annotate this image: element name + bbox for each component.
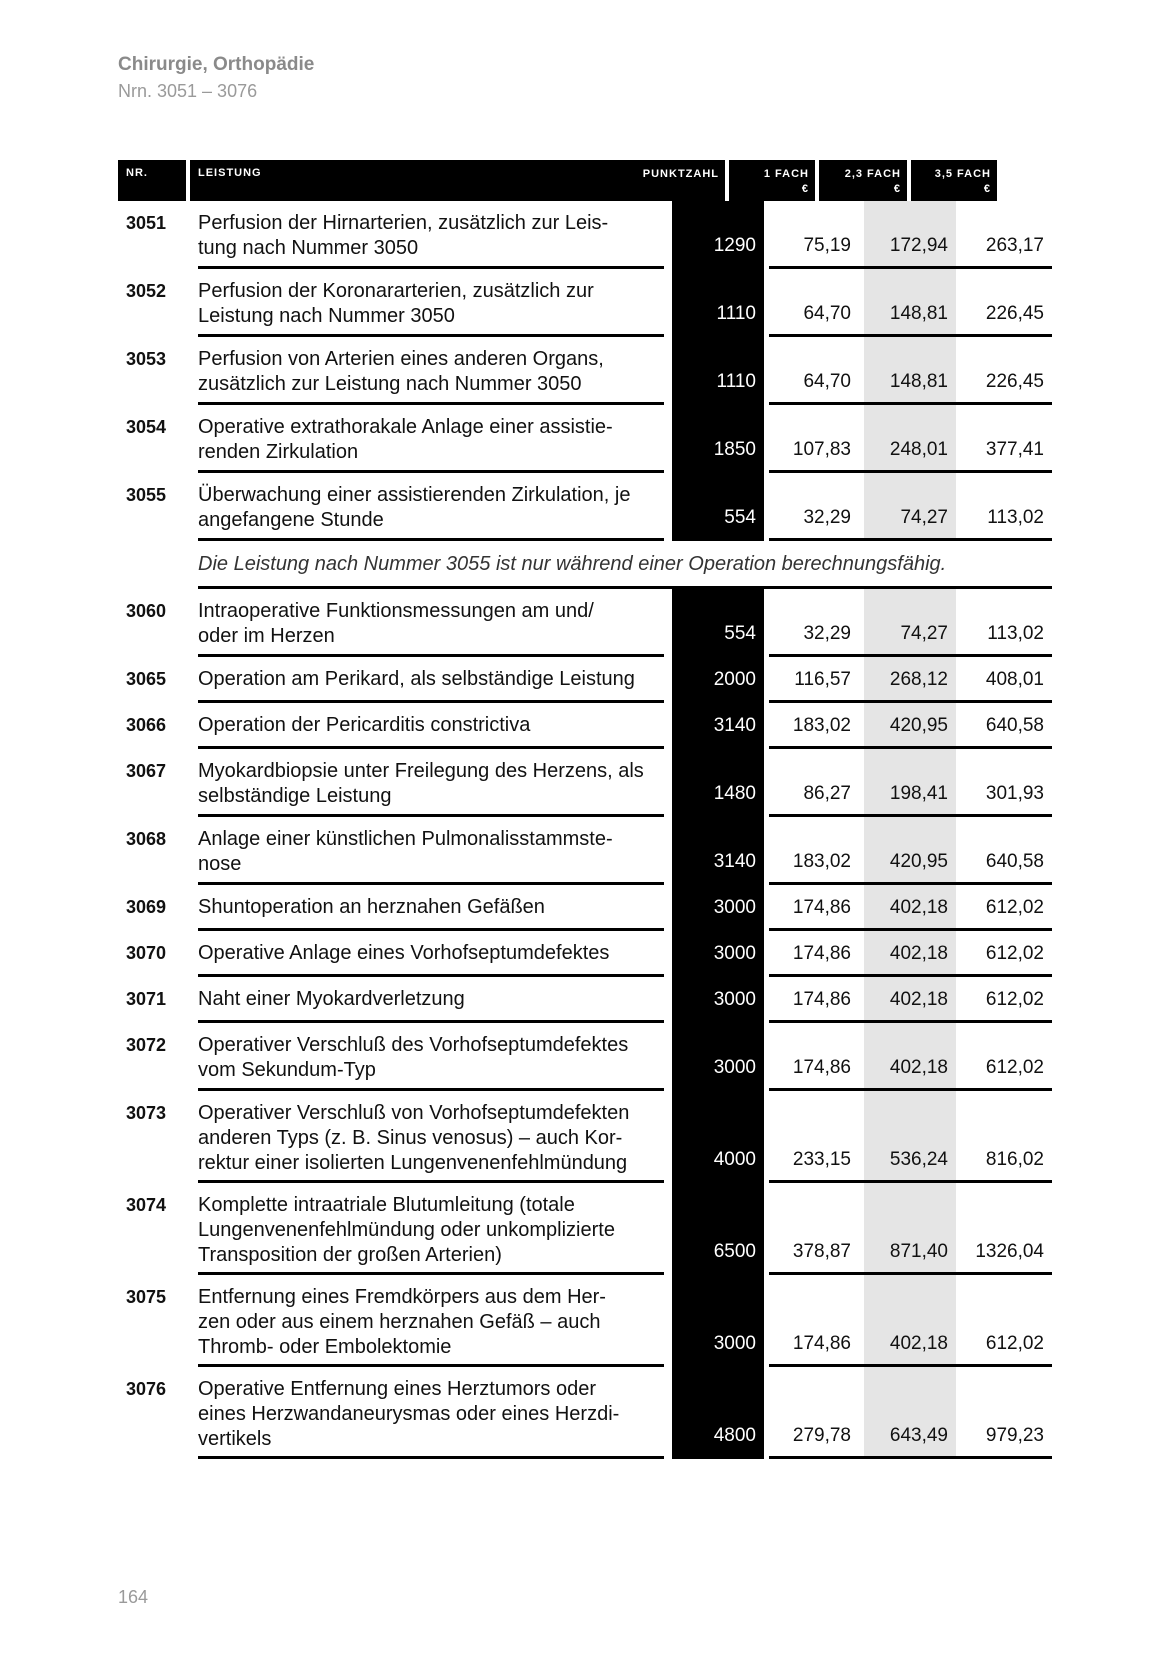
page-header xyxy=(118,52,314,104)
column-header-35fach-currency: € xyxy=(983,183,991,195)
cell-23fach xyxy=(864,1183,956,1275)
cell-23fach xyxy=(864,1367,956,1459)
cell-23fach xyxy=(864,269,956,337)
cell-23fach xyxy=(864,817,956,885)
divider-gap xyxy=(764,1456,769,1459)
cell-23fach xyxy=(864,1023,956,1091)
column-header-35fach-label: 3,5 FACH xyxy=(934,168,991,180)
table-row xyxy=(118,1023,1052,1091)
table-row xyxy=(118,817,1052,885)
description-line: Leistung nach Nummer 3050 xyxy=(198,305,455,327)
fee-23fach-value: 402,18 xyxy=(889,943,948,964)
table-row xyxy=(118,657,1052,703)
cell-1fach xyxy=(767,931,859,977)
description-line: anderen Typs (z. B. Sinus venosus) – auch Kor- xyxy=(198,1127,623,1149)
section-range: Nrn. 3051 – 3076 xyxy=(118,81,258,101)
description-line: Shuntoperation an herznahen Gefäßen xyxy=(198,896,545,918)
fee-35fach-value: 263,17 xyxy=(985,235,1044,256)
table-row xyxy=(118,269,1052,337)
description-line: Intraoperative Funktionsmessungen am und/ xyxy=(198,600,594,622)
cell-leistung xyxy=(198,1285,663,1360)
cell-nr: 3051 xyxy=(126,213,167,233)
cell-leistung xyxy=(198,941,663,966)
cell-35fach xyxy=(960,1275,1052,1367)
table-row xyxy=(118,703,1052,749)
table-body xyxy=(118,201,1052,1459)
description-line: Operative Entfernung eines Herztumors oder xyxy=(198,1378,596,1400)
cell-1fach xyxy=(767,703,859,749)
fee-35fach-value: 612,02 xyxy=(985,1057,1044,1078)
cell-35fach xyxy=(960,703,1052,749)
cell-leistung xyxy=(198,759,663,809)
fee-1fach-value: 64,70 xyxy=(803,371,851,392)
cell-nr: 3072 xyxy=(126,1035,167,1055)
cell-1fach xyxy=(767,1091,859,1183)
fee-23fach-value: 536,24 xyxy=(889,1149,948,1170)
cell-1fach xyxy=(767,977,859,1023)
cell-punktzahl xyxy=(672,1183,764,1275)
description-line: selbständige Leistung xyxy=(198,785,392,807)
fee-35fach-value: 612,02 xyxy=(985,1333,1044,1354)
fee-1fach-value: 233,15 xyxy=(792,1149,851,1170)
divider-gap xyxy=(664,1456,672,1459)
cell-punktzahl xyxy=(672,657,764,703)
fee-1fach-value: 174,86 xyxy=(792,897,851,918)
description-line: tung nach Nummer 3050 xyxy=(198,237,419,259)
cell-nr: 3071 xyxy=(126,989,167,1009)
fee-35fach-value: 640,58 xyxy=(985,715,1044,736)
column-header-1fach-label: 1 FACH xyxy=(763,168,809,180)
cell-35fach xyxy=(960,749,1052,817)
column-header-leistung: LEISTUNG xyxy=(190,160,663,201)
table-row xyxy=(118,1367,1052,1459)
cell-punktzahl xyxy=(672,885,764,931)
cell-23fach xyxy=(864,977,956,1023)
punktzahl-value: 1110 xyxy=(716,371,756,392)
description-line: eines Herzwandaneurysmas oder eines Herzdi- xyxy=(198,1403,620,1425)
cell-punktzahl xyxy=(672,1367,764,1459)
cell-23fach xyxy=(864,703,956,749)
cell-35fach xyxy=(960,473,1052,541)
note-text: Die Leistung nach Nummer 3055 ist nur während einer Operation berechnungsfähig. xyxy=(198,553,947,575)
description-line: Operativer Verschluß des Vorhofseptumdefektes xyxy=(198,1034,629,1056)
page-number: 164 xyxy=(118,1587,149,1607)
fee-23fach-value: 420,95 xyxy=(889,851,948,872)
fee-35fach-value: 816,02 xyxy=(985,1149,1044,1170)
fee-1fach-value: 75,19 xyxy=(803,235,851,256)
cell-nr: 3076 xyxy=(126,1379,167,1399)
fee-35fach-value: 377,41 xyxy=(985,439,1044,460)
punktzahl-value: 1850 xyxy=(713,439,756,460)
punktzahl-value: 6500 xyxy=(713,1241,756,1262)
fee-1fach-value: 174,86 xyxy=(792,943,851,964)
fee-1fach-value: 174,86 xyxy=(792,989,851,1010)
description-line: Transposition der großen Arterien) xyxy=(198,1244,502,1266)
cell-punktzahl xyxy=(672,977,764,1023)
cell-35fach xyxy=(960,405,1052,473)
cell-nr: 3066 xyxy=(126,715,167,735)
cell-23fach xyxy=(864,201,956,269)
fee-23fach-value: 248,01 xyxy=(889,439,948,460)
punktzahl-value: 3000 xyxy=(713,1333,756,1354)
description-line: Operativer Verschluß von Vorhofseptumdefekten xyxy=(198,1102,630,1124)
table-row xyxy=(118,473,1052,541)
table-row xyxy=(118,1091,1052,1183)
description-line: nose xyxy=(198,853,242,875)
cell-23fach xyxy=(864,589,956,657)
cell-nr: 3060 xyxy=(126,601,167,621)
fee-23fach-value: 402,18 xyxy=(889,989,948,1010)
punktzahl-value: 1480 xyxy=(713,783,756,804)
column-header-23fach-label: 2,3 FACH xyxy=(844,168,901,180)
fee-35fach-value: 113,02 xyxy=(987,507,1044,528)
description-line: Komplette intraatriale Blutumleitung (totale xyxy=(198,1194,575,1216)
fee-23fach-value: 74,27 xyxy=(900,623,948,644)
fee-35fach-value: 408,01 xyxy=(985,669,1044,690)
cell-nr: 3052 xyxy=(126,281,167,301)
cell-35fach xyxy=(960,201,1052,269)
cell-leistung xyxy=(198,667,663,692)
table-note xyxy=(118,541,1052,589)
cell-punktzahl xyxy=(672,703,764,749)
fee-23fach-value: 420,95 xyxy=(889,715,948,736)
cell-nr: 3065 xyxy=(126,669,167,689)
cell-leistung xyxy=(198,483,663,533)
cell-35fach xyxy=(960,1023,1052,1091)
column-header-35fach xyxy=(911,160,997,201)
cell-1fach xyxy=(767,269,859,337)
fee-35fach-value: 612,02 xyxy=(985,897,1044,918)
cell-1fach xyxy=(767,473,859,541)
column-header-23fach xyxy=(819,160,907,201)
fee-23fach-value: 871,40 xyxy=(889,1241,948,1262)
fee-35fach-value: 226,45 xyxy=(985,371,1044,392)
description-line: zen oder aus einem herznahen Gefäß – auch xyxy=(198,1311,601,1333)
fee-35fach-value: 979,23 xyxy=(985,1425,1044,1446)
table-row xyxy=(118,1275,1052,1367)
cell-1fach xyxy=(767,405,859,473)
table-row xyxy=(118,201,1052,269)
cell-35fach xyxy=(960,885,1052,931)
cell-23fach xyxy=(864,885,956,931)
cell-leistung xyxy=(198,987,663,1012)
cell-leistung xyxy=(198,347,663,397)
fee-35fach-value: 1326,04 xyxy=(975,1241,1044,1262)
cell-leistung xyxy=(198,713,663,738)
fee-23fach-value: 643,49 xyxy=(889,1425,948,1446)
punktzahl-value: 4800 xyxy=(713,1425,756,1446)
punktzahl-value: 4000 xyxy=(713,1149,756,1170)
cell-nr: 3070 xyxy=(126,943,167,963)
cell-1fach xyxy=(767,749,859,817)
cell-35fach xyxy=(960,589,1052,657)
cell-35fach xyxy=(960,1367,1052,1459)
cell-1fach xyxy=(767,589,859,657)
table-header xyxy=(118,160,1052,201)
cell-punktzahl xyxy=(672,201,764,269)
fee-35fach-value: 640,58 xyxy=(985,851,1044,872)
punktzahl-value: 1290 xyxy=(713,235,756,256)
cell-nr: 3055 xyxy=(126,485,167,505)
section-title: Chirurgie, Orthopädie xyxy=(118,54,315,75)
description-line: Naht einer Myokardverletzung xyxy=(198,988,465,1010)
cell-leistung xyxy=(198,415,663,465)
cell-1fach xyxy=(767,657,859,703)
punktzahl-value: 554 xyxy=(724,507,756,528)
cell-nr: 3053 xyxy=(126,349,167,369)
cell-nr: 3068 xyxy=(126,829,167,849)
cell-1fach xyxy=(767,1023,859,1091)
cell-leistung xyxy=(198,1101,663,1176)
punktzahl-value: 1110 xyxy=(716,303,756,324)
cell-nr: 3067 xyxy=(126,761,167,781)
description-line: Operation am Perikard, als selbständige Leistung xyxy=(198,668,635,690)
cell-35fach xyxy=(960,269,1052,337)
cell-leistung xyxy=(198,1377,663,1452)
punktzahl-value: 3140 xyxy=(713,715,756,736)
cell-23fach xyxy=(864,337,956,405)
fee-1fach-value: 279,78 xyxy=(792,1425,851,1446)
punktzahl-value: 3140 xyxy=(713,851,756,872)
cell-punktzahl xyxy=(672,931,764,977)
description-line: Operative Anlage eines Vorhofseptumdefektes xyxy=(198,942,610,964)
description-line: Überwachung einer assistierenden Zirkulation, je xyxy=(198,484,631,506)
cell-23fach xyxy=(864,657,956,703)
fee-23fach-value: 402,18 xyxy=(889,897,948,918)
cell-leistung xyxy=(198,211,663,261)
description-line: Perfusion der Koronararterien, zusätzlich zur xyxy=(198,280,594,302)
fee-35fach-value: 113,02 xyxy=(987,623,1044,644)
cell-1fach xyxy=(767,337,859,405)
cell-leistung xyxy=(198,1033,663,1083)
fee-23fach-value: 74,27 xyxy=(900,507,948,528)
cell-35fach xyxy=(960,1091,1052,1183)
description-line: Anlage einer künstlichen Pulmonalisstammste- xyxy=(198,828,613,850)
punktzahl-value: 3000 xyxy=(713,1057,756,1078)
fee-table xyxy=(118,160,1052,1459)
fee-1fach-value: 183,02 xyxy=(792,715,851,736)
punktzahl-value: 2000 xyxy=(713,669,756,690)
cell-leistung xyxy=(198,827,663,877)
cell-1fach xyxy=(767,1275,859,1367)
fee-1fach-value: 174,86 xyxy=(792,1057,851,1078)
cell-35fach xyxy=(960,337,1052,405)
description-line: oder im Herzen xyxy=(198,625,335,647)
description-line: Thromb- oder Embolektomie xyxy=(198,1336,452,1358)
fee-35fach-value: 301,93 xyxy=(985,783,1044,804)
description-line: vom Sekundum-Typ xyxy=(198,1059,376,1081)
fee-23fach-value: 402,18 xyxy=(889,1057,948,1078)
cell-23fach xyxy=(864,931,956,977)
fee-1fach-value: 86,27 xyxy=(803,783,851,804)
cell-35fach xyxy=(960,1183,1052,1275)
cell-1fach xyxy=(767,885,859,931)
row-divider xyxy=(198,1456,1052,1459)
cell-punktzahl xyxy=(672,817,764,885)
fee-23fach-value: 172,94 xyxy=(889,235,948,256)
description-line: Perfusion der Hirnarterien, zusätzlich zur Leis- xyxy=(198,212,609,234)
cell-1fach xyxy=(767,201,859,269)
description-line: rektur einer isolierten Lungenvenenfehlmündung xyxy=(198,1152,628,1174)
description-line: Perfusion von Arterien eines anderen Organs, xyxy=(198,348,604,370)
cell-1fach xyxy=(767,1183,859,1275)
column-header-nr: NR. xyxy=(118,160,186,201)
cell-23fach xyxy=(864,1091,956,1183)
fee-1fach-value: 64,70 xyxy=(803,303,851,324)
fee-1fach-value: 32,29 xyxy=(803,507,851,528)
cell-1fach xyxy=(767,817,859,885)
description-line: angefangene Stunde xyxy=(198,509,384,531)
table-row xyxy=(118,405,1052,473)
column-header-punktzahl: PUNKTZAHL xyxy=(637,160,725,201)
cell-nr: 3069 xyxy=(126,897,167,917)
cell-35fach xyxy=(960,657,1052,703)
description-line: Entfernung eines Fremdkörpers aus dem Her- xyxy=(198,1286,606,1308)
table-row xyxy=(118,337,1052,405)
fee-23fach-value: 198,41 xyxy=(889,783,948,804)
cell-23fach xyxy=(864,405,956,473)
fee-23fach-value: 148,81 xyxy=(889,371,948,392)
cell-punktzahl xyxy=(672,1091,764,1183)
table-row xyxy=(118,589,1052,657)
description-line: vertikels xyxy=(198,1428,272,1450)
column-header-23fach-currency: € xyxy=(893,183,901,195)
cell-nr: 3073 xyxy=(126,1103,167,1123)
description-line: Lungenvenenfehlmündung oder unkomplizierte xyxy=(198,1219,615,1241)
cell-35fach xyxy=(960,817,1052,885)
table-row xyxy=(118,977,1052,1023)
punktzahl-value: 3000 xyxy=(713,897,756,918)
cell-punktzahl xyxy=(672,269,764,337)
cell-punktzahl xyxy=(672,1023,764,1091)
table-row xyxy=(118,1183,1052,1275)
fee-35fach-value: 226,45 xyxy=(985,303,1044,324)
description-line: Operation der Pericarditis constrictiva xyxy=(198,714,531,736)
fee-1fach-value: 174,86 xyxy=(792,1333,851,1354)
fee-1fach-value: 107,83 xyxy=(792,439,851,460)
cell-nr: 3054 xyxy=(126,417,167,437)
punktzahl-value: 554 xyxy=(724,623,756,644)
fee-23fach-value: 402,18 xyxy=(889,1333,948,1354)
fee-35fach-value: 612,02 xyxy=(985,989,1044,1010)
fee-1fach-value: 116,57 xyxy=(794,669,851,690)
fee-1fach-value: 32,29 xyxy=(803,623,851,644)
fee-35fach-value: 612,02 xyxy=(985,943,1044,964)
cell-23fach xyxy=(864,749,956,817)
cell-punktzahl xyxy=(672,1275,764,1367)
cell-punktzahl xyxy=(672,749,764,817)
fee-1fach-value: 183,02 xyxy=(792,851,851,872)
cell-leistung xyxy=(198,279,663,329)
table-row xyxy=(118,885,1052,931)
cell-35fach xyxy=(960,977,1052,1023)
punktzahl-value: 3000 xyxy=(713,989,756,1010)
cell-leistung xyxy=(198,895,663,920)
cell-nr: 3074 xyxy=(126,1195,167,1215)
cell-nr: 3075 xyxy=(126,1287,167,1307)
table-row xyxy=(118,749,1052,817)
cell-punktzahl xyxy=(672,405,764,473)
description-line: renden Zirkulation xyxy=(198,441,359,463)
column-header-1fach xyxy=(729,160,815,201)
cell-punktzahl xyxy=(672,337,764,405)
table-row xyxy=(118,931,1052,977)
cell-punktzahl xyxy=(672,589,764,657)
description-line: zusätzlich zur Leistung nach Nummer 3050 xyxy=(198,373,582,395)
description-line: Operative extrathorakale Anlage einer assistie- xyxy=(198,416,613,438)
punktzahl-value: 3000 xyxy=(713,943,756,964)
column-header-1fach-currency: € xyxy=(801,183,809,195)
cell-leistung xyxy=(198,1193,663,1268)
fee-23fach-value: 268,12 xyxy=(889,669,948,690)
cell-35fach xyxy=(960,931,1052,977)
cell-23fach xyxy=(864,1275,956,1367)
cell-punktzahl xyxy=(672,473,764,541)
description-line: Myokardbiopsie unter Freilegung des Herzens, als xyxy=(198,760,644,782)
cell-23fach xyxy=(864,473,956,541)
cell-leistung xyxy=(198,599,663,649)
fee-23fach-value: 148,81 xyxy=(889,303,948,324)
fee-1fach-value: 378,87 xyxy=(792,1241,851,1262)
cell-1fach xyxy=(767,1367,859,1459)
